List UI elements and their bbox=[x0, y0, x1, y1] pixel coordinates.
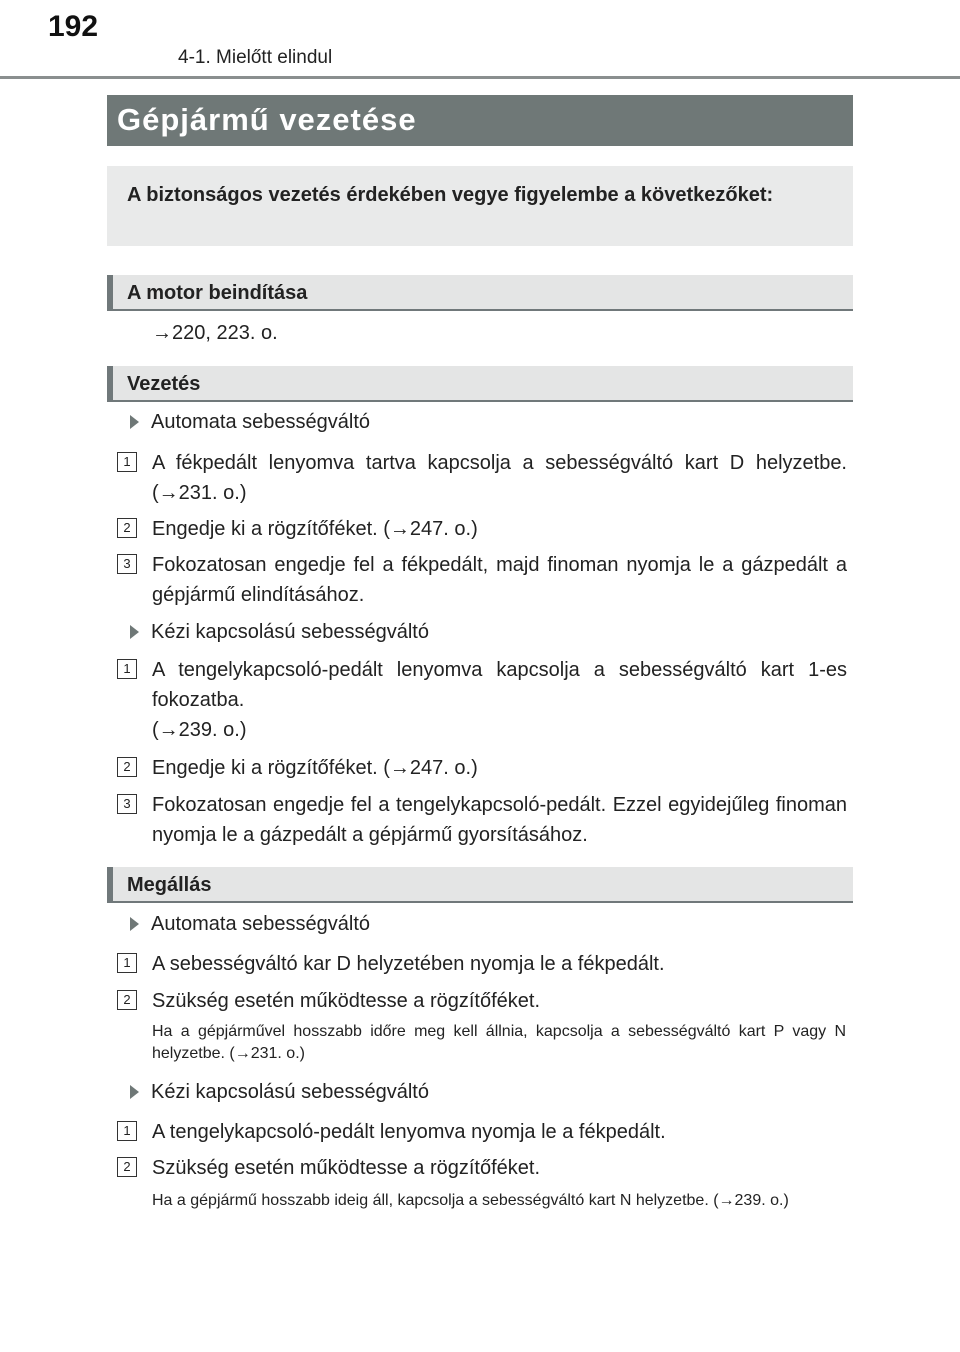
intro-box: A biztonságos vezetés érdekében vegye figyelembe a következőket: bbox=[107, 166, 853, 246]
note-text: Ha a gépjármű hosszabb ideig áll, kapcsolja a sebességváltó kart N helyzetbe. (→239. o.) bbox=[152, 1192, 789, 1209]
step-number-badge: 1 bbox=[117, 659, 137, 679]
step-text: Fokozatosan engedje fel a tengelykapcsoló-pedált. Ezzel egyidejűleg finoman nyomja le a gázpedált a gépjármű gyorsításához. bbox=[152, 794, 847, 846]
step-text bbox=[152, 655, 847, 745]
step-text: A tengelykapcsoló-pedált lenyomva nyomja le a fékpedált. bbox=[152, 1121, 666, 1143]
step-text-line: A tengelykapcsoló-pedált lenyomva kapcsolja a sebességváltó kart 1-es fokozatba. bbox=[152, 659, 847, 711]
subheading-label: Automata sebességváltó bbox=[151, 913, 371, 935]
section-heading-stopping: Megállás bbox=[107, 867, 853, 903]
step-text: Engedje ki a rögzítőféket. (→247. o.) bbox=[152, 757, 478, 779]
section-heading-engine-start: A motor beindítása bbox=[107, 275, 853, 311]
section-heading-driving: Vezetés bbox=[107, 366, 853, 402]
step-number-badge: 3 bbox=[117, 554, 137, 574]
step-number-badge: 1 bbox=[117, 452, 137, 472]
step-text: A fékpedált lenyomva tartva kapcsolja a sebességváltó kart D helyzetbe. (→231. o.) bbox=[152, 452, 847, 504]
page-title: Gépjármű vezetése bbox=[107, 95, 853, 146]
triangle-bullet-icon bbox=[130, 1085, 139, 1099]
step-text: Szükség esetén működtesse a rögzítőféket. bbox=[152, 1157, 540, 1179]
subheading-automatic-driving bbox=[130, 411, 370, 434]
step-text: Engedje ki a rögzítőféket. (→247. o.) bbox=[152, 518, 478, 540]
step-text: A sebességváltó kar D helyzetében nyomja le a fékpedált. bbox=[152, 953, 665, 975]
step-text-line: (→239. o.) bbox=[152, 719, 247, 741]
page-number: 192 bbox=[48, 10, 99, 43]
step-text: Szükség esetén működtesse a rögzítőféket. bbox=[152, 990, 540, 1012]
step-number-badge: 2 bbox=[117, 1157, 137, 1177]
step-number-badge: 2 bbox=[117, 990, 137, 1010]
subheading-label: Automata sebességváltó bbox=[151, 411, 371, 433]
triangle-bullet-icon bbox=[130, 917, 139, 931]
subheading-manual-driving bbox=[130, 621, 429, 644]
header-divider bbox=[0, 76, 960, 79]
note-text: Ha a gépjárművel hosszabb időre meg kell állnia, kapcsolja a sebességváltó kart P vagy N helyzetbe. (→231. o.) bbox=[152, 1023, 846, 1062]
step-number-badge: 3 bbox=[117, 794, 137, 814]
step-number-badge: 1 bbox=[117, 953, 137, 973]
step-text: Fokozatosan engedje fel a fékpedált, majd finoman nyomja le a gázpedált a gépjármű elindításához. bbox=[152, 554, 847, 606]
subheading-manual-stopping bbox=[130, 1081, 429, 1104]
triangle-bullet-icon bbox=[130, 415, 139, 429]
step-number-badge: 2 bbox=[117, 518, 137, 538]
subheading-label: Kézi kapcsolású sebességváltó bbox=[151, 1081, 429, 1103]
step-number-badge: 2 bbox=[117, 757, 137, 777]
step-number-badge: 1 bbox=[117, 1121, 137, 1141]
subheading-automatic-stopping bbox=[130, 913, 370, 936]
subheading-label: Kézi kapcsolású sebességváltó bbox=[151, 621, 429, 643]
page-reference: →220, 223. o. bbox=[152, 322, 278, 344]
chapter-title: 4-1. Mielőtt elindul bbox=[178, 47, 333, 68]
triangle-bullet-icon bbox=[130, 625, 139, 639]
page-header bbox=[0, 0, 960, 78]
